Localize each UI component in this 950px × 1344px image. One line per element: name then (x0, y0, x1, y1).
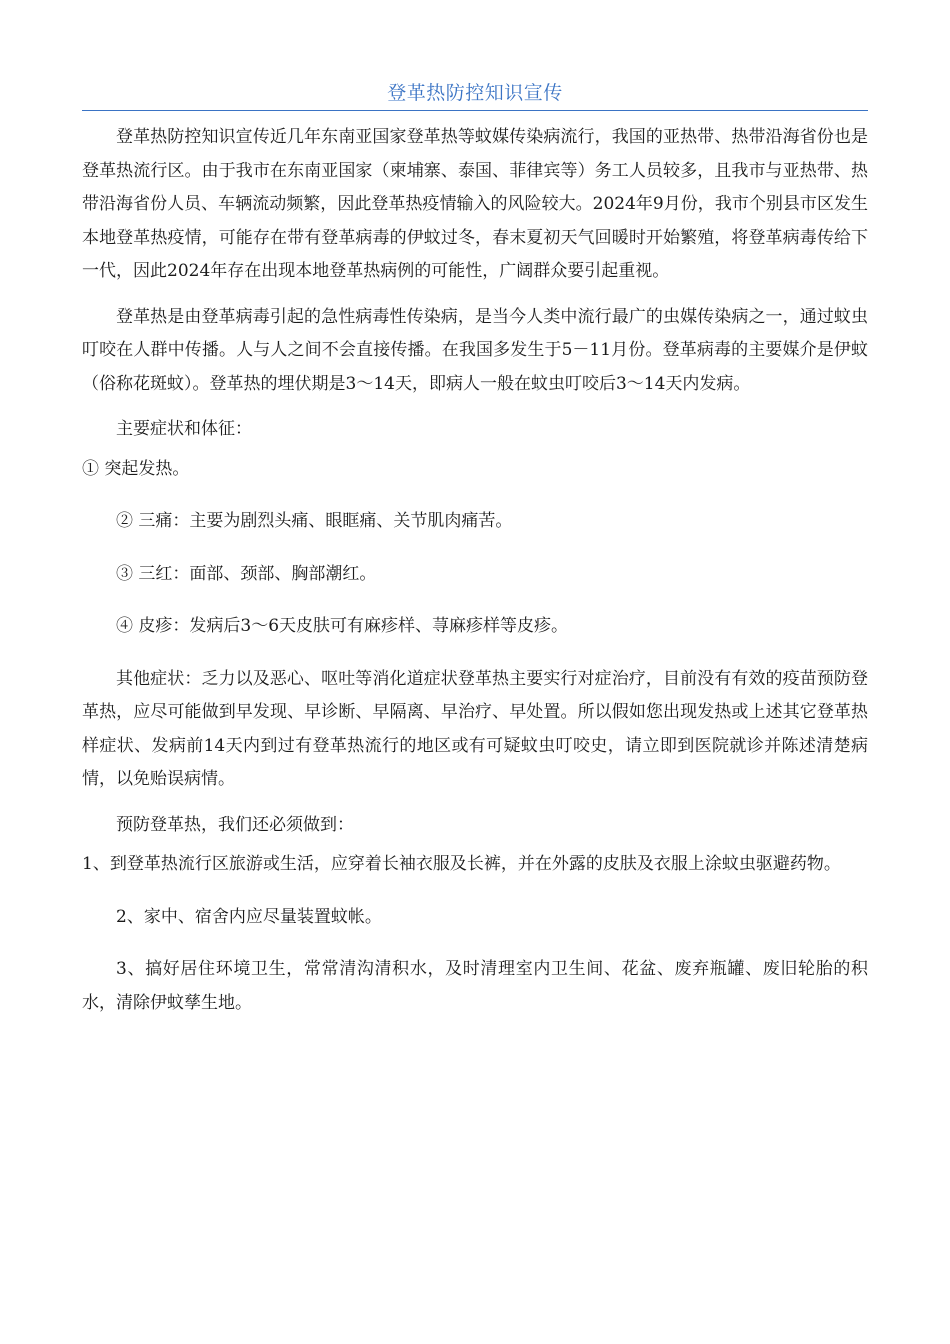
prevention-heading: 预防登革热，我们还必须做到： (116, 814, 354, 835)
intro-paragraph: 登革热防控知识宣传近几年东南亚国家登革热等蚊媒传染病流行，我国的亚热带、热带沿海省份也是登革热流行区。由于我市在东南亚国家（柬埔寨、泰国、菲律宾等）务工人员较多，且我市与亚热带、热带沿海省份人员、车辆流动频繁，因此登革热疫情输入的风险较大。2024年9月份，我市个别县市区发生本地登革热疫情，可能存在带有登革病毒的伊蚊过冬，春末夏初天气回暖时开始繁殖，将登革病毒传给下一代，因此2024年存在出现本地登革热病例的可能性，广阔群众要引起重视。 (82, 127, 868, 281)
symptom-item-2: ② 三痛：主要为剧烈头痛、眼眶痛、关节肌肉痛苦。 (116, 511, 513, 531)
document-body (82, 121, 868, 1020)
prevention-item-1: 1、到登革热流行区旅游或生活，应穿着长袖衣服及长裤，并在外露的皮肤及衣服上涂蚊虫驱避药物。 (82, 854, 841, 874)
page-title: 登革热防控知识宣传 (387, 82, 563, 104)
header-divider (82, 110, 868, 111)
symptoms-heading: 主要症状和体征： (116, 419, 252, 439)
symptom-item-3: ③ 三红：面部、颈部、胸部潮红。 (116, 563, 377, 584)
prevention-item-2: 2、家中、宿舍内应尽量装置蚊帐。 (116, 906, 382, 927)
description-paragraph: 登革热是由登革病毒引起的急性病毒性传染病，是当今人类中流行最广的虫媒传染病之一，通过蚊虫叮咬在人群中传播。人与人之间不会直接传播。在我国多发生于5－11月份。登革病毒的主要媒介是伊蚊（俗称花斑蚊）。登革热的埋伏期是3～14天，即病人一般在蚊虫叮咬后3～14天内发病。 (82, 306, 868, 394)
document-page (82, 78, 868, 1020)
other-symptoms-paragraph: 其他症状：乏力以及恶心、呕吐等消化道症状登革热主要实行对症治疗，目前没有有效的疫苗预防登革热，应尽可能做到早发现、早诊断、早隔离、早治疗、早处置。所以假如您出现发热或上述其它登革热样症状、发病前14天内到过有登革热流行的地区或有可疑蚊虫叮咬史，请立即到医院就诊并陈述清楚病情，以免贻误病情。 (82, 668, 868, 789)
symptom-item-1: ① 突起发热。 (82, 458, 190, 479)
prevention-item-3: 3、搞好居住环境卫生，常常清沟清积水，及时清理室内卫生间、花盆、废弃瓶罐、废旧轮胎的积水，清除伊蚊孳生地。 (82, 959, 868, 1013)
symptom-item-4: ④ 皮疹：发病后3～6天皮肤可有麻疹样、荨麻疹样等皮疹。 (116, 616, 569, 636)
